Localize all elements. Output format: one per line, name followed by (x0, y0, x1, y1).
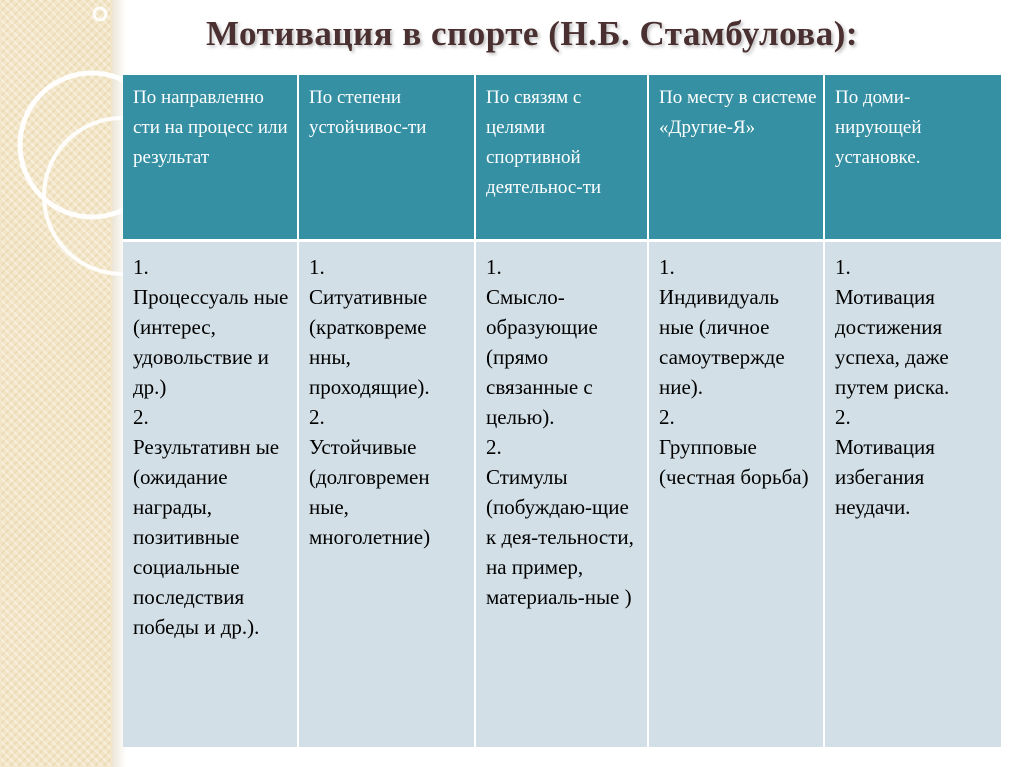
cell-dominant-attitude: 1. Мотивация достижения успеха, даже путем риска. 2. Мотивация избегания неудачи. (824, 241, 1001, 748)
cell-goal-links: 1. Смысло-образующие (прямо связанные с целью). 2. Стимулы (побуждаю-щие к дея-тельности, на пример, материаль-ные ) (475, 241, 648, 748)
cell-others-self: 1. Индивидуаль ные (личное самоутвержде ние). 2. Групповые (честная борьба) (648, 241, 824, 748)
cell-direction: 1. Процессуаль ные (интерес, удовольствие и др.) 2. Результативн ые (ожидание награды, позитивные социальные последствия победы и др.). (123, 241, 298, 748)
slide-title: Мотивация в спорте (Н.Б. Стамбулова): (205, 14, 859, 53)
table-header-row (123, 75, 1001, 241)
header-dominant-attitude: По доми-нирующей установке. (824, 75, 1001, 241)
header-others-self: По месту в системе «Другие-Я» (648, 75, 824, 241)
table-row (123, 241, 1001, 748)
header-goal-links: По связям с целями спортивной деятельнос-ти (475, 75, 648, 241)
cell-stability: 1. Ситуативные (кратковреме нны, проходящие). 2. Устойчивые (долговремен ные, многолетние) (298, 241, 475, 748)
header-stability: По степени устойчивос-ти (298, 75, 475, 241)
motivation-table (123, 75, 1001, 747)
header-direction: По направленно сти на процесс или результат (123, 75, 298, 241)
